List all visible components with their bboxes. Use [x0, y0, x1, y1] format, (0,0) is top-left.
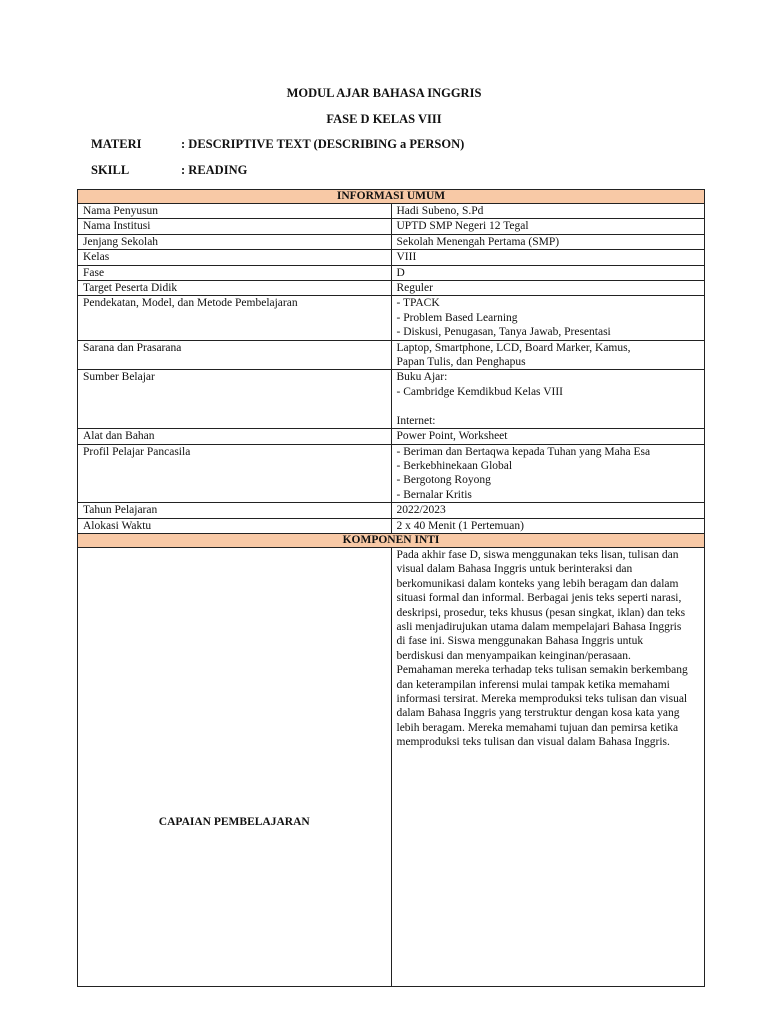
capaian-line: dalam Bahasa Inggris yang terstruktur dengan kosa kata yang [396, 707, 680, 720]
info-row [78, 234, 705, 249]
capaian-line: memproduksi teks tulisan dan visual dalam Bahasa Inggris. [396, 736, 670, 749]
info-label: Sarana dan Prasarana [78, 340, 392, 370]
capaian-line: berkomunikasi dalam konteks yang lebih beragam dan dalam [396, 577, 679, 590]
info-value-line: Laptop, Smartphone, LCD, Board Marker, Kamus, [396, 341, 631, 354]
info-value-line: Buku Ajar: [396, 371, 448, 384]
info-value [391, 444, 705, 503]
capaian-line: dan keterampilan inferensi mulai tampak ketika memahami [396, 678, 670, 691]
materi-value: : DESCRIPTIVE TEXT (DESCRIBING a PERSON) [181, 137, 465, 151]
info-label: Profil Pelajar Pancasila [78, 444, 392, 503]
info-value [391, 296, 705, 340]
info-value-line: 2022/2023 [396, 504, 446, 517]
capaian-line: lebih beragam. Mereka memahami tujuan dan pemirsa ketika [396, 721, 679, 734]
capaian-label: CAPAIAN PEMBELAJARAN [78, 547, 392, 986]
materi-label: MATERI [91, 137, 142, 151]
info-row [78, 503, 705, 518]
info-label: Tahun Pelajaran [78, 503, 392, 518]
info-label: Fase [78, 265, 392, 280]
capaian-line: visual dalam Bahasa Inggris untuk berinteraksi dan [396, 563, 633, 576]
info-label: Sumber Belajar [78, 370, 392, 429]
info-value-line: - Bernalar Kritis [396, 488, 472, 501]
skill-row [91, 163, 247, 178]
info-row [78, 219, 705, 234]
informasi-umum-header-row [78, 190, 705, 204]
document-title: MODUL AJAR BAHASA INGGRIS [286, 86, 482, 100]
capaian-line: Pemahaman mereka terhadap teks tulisan semakin berkembang [396, 664, 688, 677]
info-value [391, 503, 705, 518]
capaian-line: Pada akhir fase D, siswa menggunakan teks lisan, tulisan dan [396, 548, 679, 561]
info-row [78, 204, 705, 219]
info-row [78, 444, 705, 503]
capaian-line: berdiskusi dan menyampaikan keinginan/perasaan. [396, 649, 631, 662]
komponen-inti-header-row [78, 533, 705, 547]
info-value [391, 265, 705, 280]
capaian-text [391, 547, 705, 986]
info-row [78, 370, 705, 429]
info-value-line: - Bergotong Royong [396, 474, 491, 487]
info-value-line: Sekolah Menengah Pertama (SMP) [396, 235, 560, 248]
capaian-line: asli menjadirujukan utama dalam mempelajari Bahasa Inggris [396, 620, 682, 633]
skill-value: : READING [181, 163, 248, 177]
info-value-line: UPTD SMP Negeri 12 Tegal [396, 220, 529, 233]
info-label: Jenjang Sekolah [78, 234, 392, 249]
info-value [391, 204, 705, 219]
info-value-line: Papan Tulis, dan Penghapus [396, 356, 526, 369]
info-value-line: D [396, 266, 405, 279]
info-row [78, 250, 705, 265]
info-row [78, 340, 705, 370]
info-value-line: VIII [396, 251, 417, 264]
info-value [391, 234, 705, 249]
capaian-line: deskripsi, prosedur, teks khusus (pesan singkat, iklan) dan teks [396, 606, 686, 619]
info-value [391, 518, 705, 533]
capaian-line: informasi tersirat. Mereka memproduksi teks tulisan dan visual [396, 693, 688, 705]
info-value [391, 250, 705, 265]
info-label: Nama Institusi [78, 219, 392, 234]
info-value-line: - Diskusi, Penugasan, Tanya Jawab, Presentasi [396, 326, 611, 339]
module-table [77, 189, 705, 987]
info-value-line: - Beriman dan Bertaqwa kepada Tuhan yang Maha Esa [396, 445, 651, 458]
info-row [78, 429, 705, 444]
informasi-umum-heading: INFORMASI UMUM [78, 190, 705, 204]
info-value-line: Internet: [396, 414, 436, 427]
info-row [78, 518, 705, 533]
info-value [391, 340, 705, 370]
info-row [78, 296, 705, 340]
info-row [78, 281, 705, 296]
info-value [391, 429, 705, 444]
info-value-line: - Berkebhinekaan Global [396, 459, 513, 472]
info-value [391, 219, 705, 234]
info-value-line [397, 399, 700, 413]
capaian-line: situasi formal dan informal. Berbagai jenis teks seperti narasi, [396, 592, 682, 605]
info-value-line: Reguler [396, 282, 433, 295]
document-subtitle: FASE D KELAS VIII [326, 112, 442, 126]
info-label: Alat dan Bahan [78, 429, 392, 444]
capaian-row [78, 547, 705, 986]
info-value-line: - TPACK [396, 297, 440, 310]
info-value [391, 370, 705, 429]
info-value-line: - Cambridge Kemdikbud Kelas VIII [396, 385, 563, 398]
info-value-line: Power Point, Worksheet [396, 430, 508, 443]
info-label: Target Peserta Didik [78, 281, 392, 296]
capaian-line: di fase ini. Siswa menggunakan Bahasa Inggris untuk [396, 635, 644, 648]
info-label: Nama Penyusun [78, 204, 392, 219]
info-label: Pendekatan, Model, dan Metode Pembelajaran [78, 296, 392, 340]
info-value [391, 281, 705, 296]
info-row [78, 265, 705, 280]
info-value-line: - Problem Based Learning [396, 311, 518, 324]
info-label: Kelas [78, 250, 392, 265]
skill-label: SKILL [91, 163, 130, 177]
komponen-inti-heading: KOMPONEN INTI [78, 533, 705, 547]
info-value-line: Hadi Subeno, S.Pd [396, 205, 484, 217]
info-label: Alokasi Waktu [78, 518, 392, 533]
info-value-line: 2 x 40 Menit (1 Pertemuan) [396, 519, 524, 532]
materi-row [91, 137, 464, 152]
